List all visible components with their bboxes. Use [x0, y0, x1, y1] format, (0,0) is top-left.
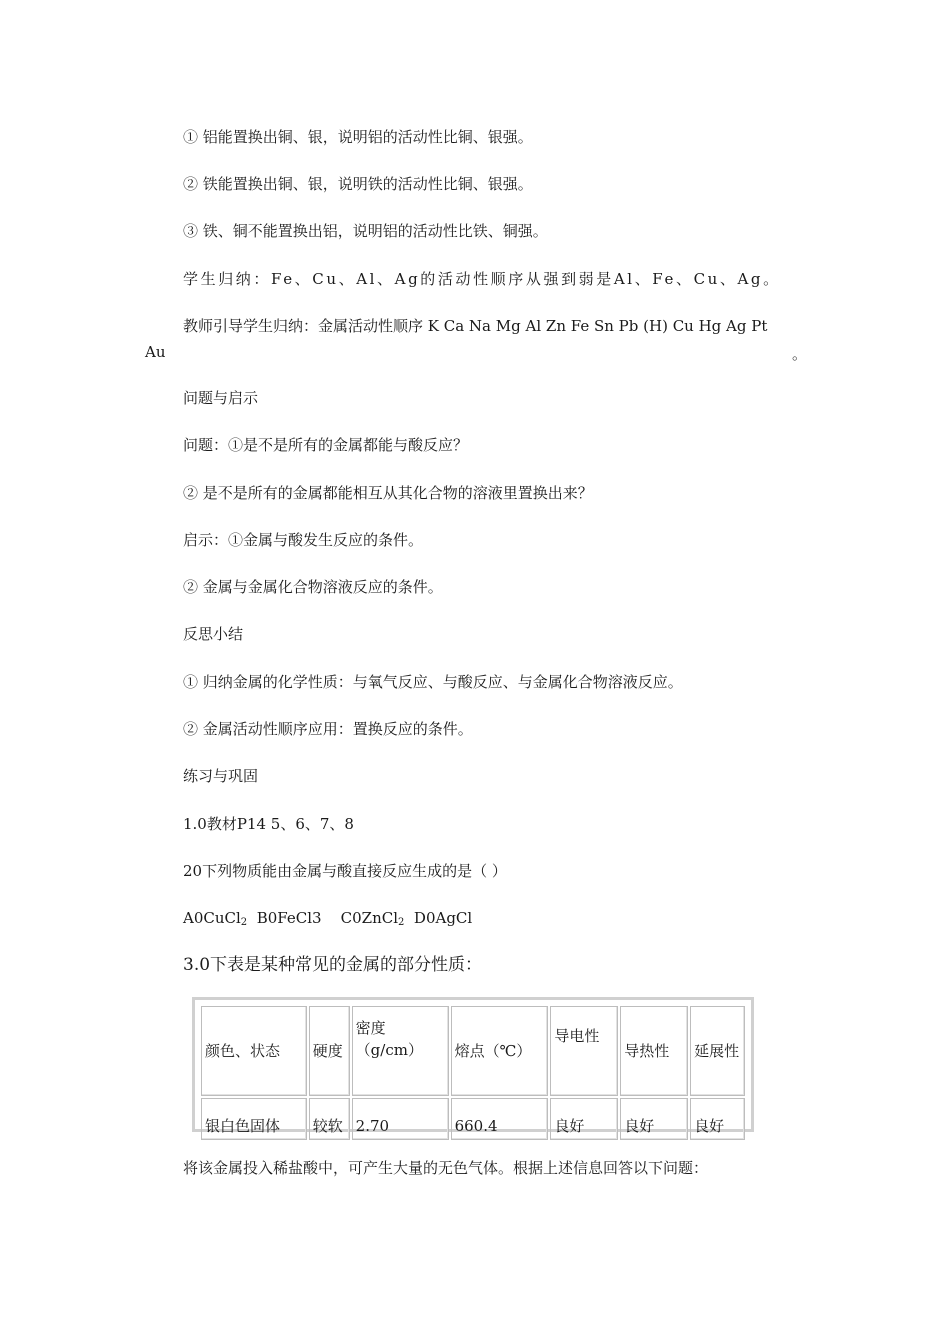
- table-cell: 2.70: [352, 1098, 449, 1140]
- heading-reflection: 反思小结: [183, 625, 244, 643]
- header-cell: 延展性: [690, 1006, 745, 1096]
- line-question-1: 问题：①是不是所有的金属都能与酸反应？: [183, 436, 469, 454]
- line-teacher-summary-cont: Au: [145, 343, 166, 361]
- heading-questions: 问题与启示: [183, 389, 259, 407]
- header-cell: 导热性: [620, 1006, 688, 1096]
- table-cell: 良好: [690, 1098, 745, 1140]
- table-cell: 660.4: [451, 1098, 549, 1140]
- option-b-c: B0FeCl3 C0ZnCl: [247, 909, 399, 927]
- line-teacher-summary: 教师引导学生归纳：金属活动性顺序 K Ca Na Mg Al Zn Fe Sn Pb (H) Cu Hg Ag Pt: [183, 317, 768, 335]
- option-c-subscript: 2: [398, 917, 405, 928]
- metal-properties-table: [192, 997, 754, 1135]
- table-cell: 良好: [620, 1098, 688, 1140]
- option-a: A0CuCl: [183, 909, 241, 927]
- exercise-1: 1.0教材P14 5、6、7、8: [183, 815, 354, 833]
- line-question-2: ② 是不是所有的金属都能相互从其化合物的溶液里置换出来？: [183, 484, 593, 502]
- line-after-table: 将该金属投入稀盐酸中，可产生大量的无色气体。根据上述信息回答以下问题：: [183, 1159, 709, 1177]
- line-student-summary: 学生归纳：Fe、Cu、Al、Ag的活动性顺序从强到弱是Al、Fe、Cu、Ag。: [183, 270, 781, 288]
- table-cell: 银白色固体: [201, 1098, 307, 1140]
- header-cell: 颜色、状态: [201, 1006, 307, 1096]
- header-cell: 熔点（℃）: [451, 1006, 549, 1096]
- option-a-subscript: 2: [240, 917, 248, 928]
- line-reflection-2: ② 金属活动性顺序应用：置换反应的条件。: [183, 720, 473, 738]
- exercise-3: 3.0下表是某种常见的金属的部分性质：: [183, 955, 483, 975]
- header-cell: 密度（g/cm）: [352, 1006, 449, 1096]
- header-cell: 导电性: [550, 1006, 618, 1096]
- table-cell: 良好: [550, 1098, 618, 1140]
- option-d: D0AgCl: [404, 909, 473, 927]
- line-iron-copper: ③ 铁、铜不能置换出铝，说明铝的活动性比铁、铜强。: [183, 222, 548, 240]
- table-header-row: [201, 1006, 745, 1096]
- table-row: [201, 1098, 745, 1140]
- line-hint-1: 启示：①金属与酸发生反应的条件。: [183, 531, 424, 549]
- line-hint-2: ② 金属与金属化合物溶液反应的条件。: [183, 578, 443, 596]
- line-teacher-summary-end: 。: [792, 345, 808, 363]
- line-iron: ② 铁能置换出铜、银，说明铁的活动性比铜、银强。: [183, 175, 533, 193]
- table-cell: 较软: [309, 1098, 350, 1140]
- exercise-2-options: [183, 908, 472, 933]
- exercise-2: 20下列物质能由金属与酸直接反应生成的是（ ）: [183, 862, 507, 880]
- line-reflection-1: ① 归纳金属的化学性质：与氧气反应、与酸反应、与金属化合物溶液反应。: [183, 673, 683, 691]
- heading-practice: 练习与巩固: [183, 767, 259, 785]
- header-cell: 硬度: [309, 1006, 350, 1096]
- line-aluminum: ① 铝能置换出铜、银，说明铝的活动性比铜、银强。: [183, 128, 533, 146]
